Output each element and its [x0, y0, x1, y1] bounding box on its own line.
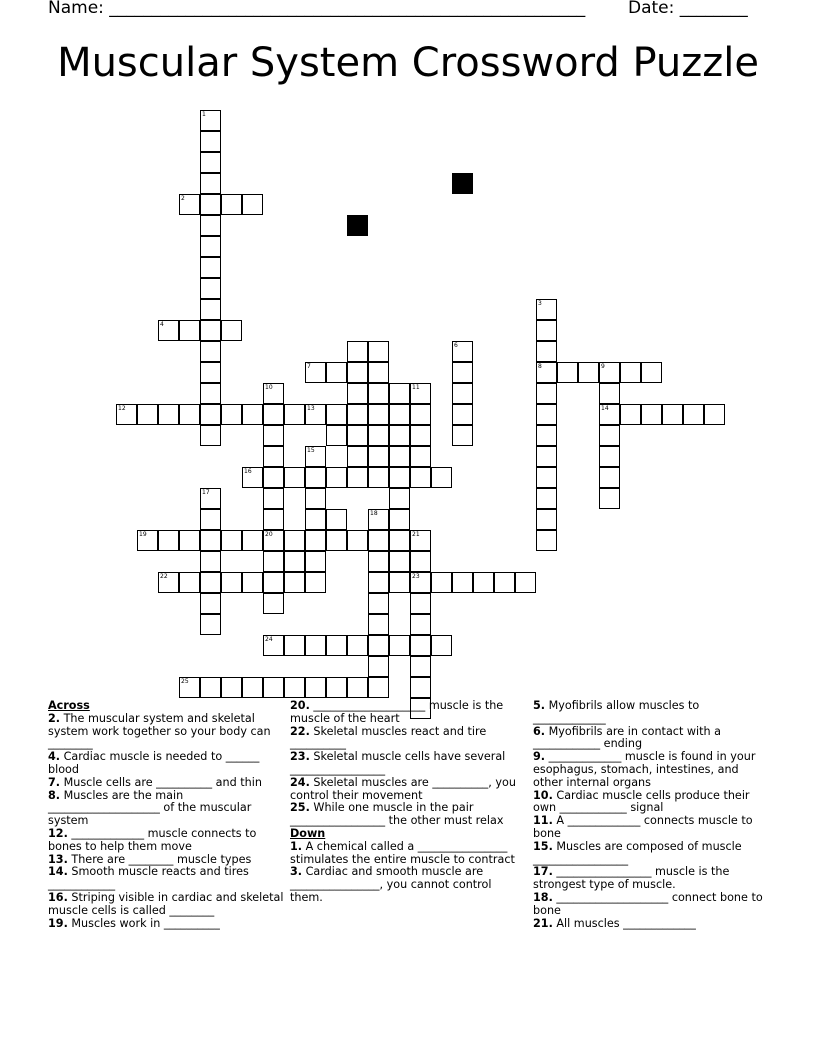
crossword-cell[interactable] — [305, 635, 326, 656]
clue-number-label: 1. — [290, 839, 303, 853]
crossword-cell[interactable] — [326, 677, 347, 698]
crossword-cell[interactable] — [599, 425, 620, 446]
crossword-cell[interactable] — [326, 467, 347, 488]
crossword-cell[interactable] — [347, 677, 368, 698]
crossword-cell[interactable] — [368, 425, 389, 446]
crossword-cell[interactable] — [389, 488, 410, 509]
crossword-cell[interactable] — [536, 467, 557, 488]
crossword-cell[interactable] — [305, 551, 326, 572]
clue-number: 2 — [181, 195, 185, 202]
crossword-cell[interactable] — [263, 383, 284, 404]
clue-number-label: 25. — [290, 801, 310, 815]
page-title: Muscular System Crossword Puzzle — [57, 40, 759, 86]
crossword-cell[interactable] — [305, 530, 326, 551]
crossword-cell[interactable] — [200, 572, 221, 593]
crossword-cell[interactable] — [599, 446, 620, 467]
clue-text: Skeletal muscle cells have several _________________ — [290, 750, 506, 776]
crossword-cell[interactable] — [536, 488, 557, 509]
crossword-cell[interactable] — [368, 551, 389, 572]
clue-text: Striping visible in cardiac and skeletal muscle cells is called ________ — [48, 890, 284, 917]
crossword-cell[interactable] — [410, 425, 431, 446]
crossword-cell[interactable] — [284, 572, 305, 593]
crossword-cell[interactable] — [410, 467, 431, 488]
crossword-cell[interactable] — [263, 446, 284, 467]
clue-number-label: 21. — [533, 916, 553, 930]
crossword-cell[interactable] — [368, 635, 389, 656]
crossword-cell[interactable] — [242, 572, 263, 593]
crossword-cell[interactable] — [452, 383, 473, 404]
clue-number: 21 — [412, 531, 420, 538]
crossword-cell[interactable] — [368, 362, 389, 383]
clue-text: A _____________ connects muscle to bone — [533, 814, 753, 840]
clue-number-label: 8. — [48, 788, 61, 802]
date-label: Date: ________ — [628, 0, 748, 18]
crossword-cell[interactable] — [704, 404, 725, 425]
clue — [48, 790, 284, 828]
crossword-cell[interactable] — [179, 320, 200, 341]
crossword-cell[interactable] — [620, 362, 641, 383]
crossword-cell[interactable] — [389, 383, 410, 404]
crossword-cell[interactable] — [410, 446, 431, 467]
clue — [48, 828, 284, 854]
crossword-cell[interactable] — [221, 572, 242, 593]
clue-number: 12 — [118, 405, 126, 412]
crossword-cell[interactable] — [179, 530, 200, 551]
crossword-cell[interactable] — [242, 677, 263, 698]
clue-number: 18 — [370, 510, 378, 517]
clues-column-2 — [290, 700, 526, 905]
crossword-cell[interactable] — [599, 488, 620, 509]
crossword-cell[interactable] — [431, 635, 452, 656]
clue-number-label: 3. — [290, 865, 303, 879]
crossword-cell[interactable] — [410, 383, 431, 404]
crossword-cell[interactable] — [263, 593, 284, 614]
crossword-cell[interactable] — [389, 572, 410, 593]
crossword-cell[interactable] — [410, 656, 431, 677]
clue — [290, 841, 526, 867]
crossword-cell[interactable] — [536, 530, 557, 551]
clue-text: All muscles _____________ — [552, 916, 696, 930]
clue-number-label: 11. — [533, 814, 553, 828]
clue — [533, 726, 763, 752]
crossword-cell[interactable] — [347, 530, 368, 551]
crossword-cell[interactable] — [347, 362, 368, 383]
clue-text: Skeletal muscles are __________, you control their movement — [290, 775, 516, 802]
crossword-cell[interactable] — [263, 509, 284, 530]
crossword-cell[interactable] — [284, 635, 305, 656]
crossword-cell[interactable] — [221, 530, 242, 551]
clue-number: 23 — [412, 573, 420, 580]
crossword-cell[interactable] — [410, 404, 431, 425]
crossword-cell[interactable] — [200, 551, 221, 572]
clue-number: 9 — [601, 363, 605, 370]
crossword-cell[interactable] — [200, 110, 221, 131]
clue-number: 6 — [454, 342, 458, 349]
crossword-cell[interactable] — [599, 404, 620, 425]
crossword-cell[interactable] — [410, 635, 431, 656]
crossword-cell[interactable] — [179, 404, 200, 425]
clue-number: 20 — [265, 531, 273, 538]
crossword-cell[interactable] — [389, 509, 410, 530]
clue-text: _____________ muscle is found in your esophagus, stomach, intestines, and other internal organs — [533, 750, 756, 789]
crossword-cell[interactable] — [368, 677, 389, 698]
crossword-cell[interactable] — [305, 446, 326, 467]
clue-number: 22 — [160, 573, 168, 580]
crossword-cell[interactable] — [263, 635, 284, 656]
crossword-cell[interactable] — [494, 572, 515, 593]
clue-text: Smooth muscle reacts and tires ____________ — [48, 865, 249, 892]
crossword-cell[interactable] — [200, 509, 221, 530]
clue-number-label: 14. — [48, 865, 68, 879]
clue-number-label: 24. — [290, 775, 310, 789]
clue-text: Cardiac muscle is needed to ______ blood — [48, 750, 260, 776]
clue-number: 25 — [181, 678, 189, 685]
crossword-cell[interactable] — [410, 572, 431, 593]
crossword-cell[interactable] — [284, 551, 305, 572]
crossword-cell[interactable] — [263, 530, 284, 551]
crossword-cell[interactable] — [368, 509, 389, 530]
crossword-cell[interactable] — [578, 362, 599, 383]
crossword-cell[interactable] — [410, 593, 431, 614]
crossword-cell[interactable] — [200, 215, 221, 236]
crossword-cell[interactable] — [326, 509, 347, 530]
crossword-cell[interactable] — [389, 467, 410, 488]
clue — [48, 713, 284, 751]
crossword-cell[interactable] — [368, 446, 389, 467]
clue-number-label: 16. — [48, 890, 68, 904]
clue — [290, 866, 526, 904]
crossword-cell[interactable] — [200, 488, 221, 509]
crossword-cell[interactable] — [557, 362, 578, 383]
clues-column-3 — [533, 700, 763, 930]
crossword-cell[interactable] — [137, 404, 158, 425]
crossword-cell[interactable] — [368, 383, 389, 404]
clue — [290, 726, 526, 752]
crossword-cell[interactable] — [620, 404, 641, 425]
crossword-cell[interactable] — [536, 383, 557, 404]
crossword-cell[interactable] — [368, 467, 389, 488]
crossword-cell[interactable] — [179, 677, 200, 698]
clue-text: A chemical called a ________________ stimulates the entire muscle to contract — [290, 839, 515, 866]
clue-number-label: 22. — [290, 724, 310, 738]
down-heading: Down — [290, 826, 326, 840]
clue-number: 24 — [265, 636, 273, 643]
clue-text: Muscle cells are __________ and thin — [60, 775, 262, 789]
crossword-cell[interactable] — [347, 467, 368, 488]
crossword-cell[interactable] — [200, 299, 221, 320]
crossword-cell[interactable] — [305, 509, 326, 530]
crossword-cell[interactable] — [641, 404, 662, 425]
clue-number: 14 — [601, 405, 609, 412]
clue-text: Cardiac and smooth muscle are ________________, you cannot control them. — [290, 865, 492, 904]
crossword-cell[interactable] — [599, 383, 620, 404]
clue-number: 19 — [139, 531, 147, 538]
crossword-cell[interactable] — [536, 362, 557, 383]
crossword-cell[interactable] — [284, 677, 305, 698]
crossword-cell[interactable] — [263, 425, 284, 446]
crossword-cell[interactable] — [452, 404, 473, 425]
crossword-cell[interactable] — [158, 572, 179, 593]
crossword-cell[interactable] — [452, 572, 473, 593]
crossword-cell[interactable] — [200, 404, 221, 425]
clue — [48, 866, 284, 892]
crossword-cell[interactable] — [536, 446, 557, 467]
clue-number-label: 7. — [48, 775, 61, 789]
crossword-cell[interactable] — [305, 488, 326, 509]
clue-number-label: 15. — [533, 839, 553, 853]
crossword-cell[interactable] — [347, 635, 368, 656]
crossword-cell[interactable] — [389, 635, 410, 656]
crossword-cell[interactable] — [284, 404, 305, 425]
crossword-cell[interactable] — [263, 467, 284, 488]
crossword-cell[interactable] — [347, 383, 368, 404]
clue-text: Muscles are composed of muscle _________________ — [533, 839, 742, 866]
clue-text: While one muscle in the pair _________________ the other must relax — [290, 801, 504, 828]
clue-number: 11 — [412, 384, 420, 391]
crossword-cell[interactable] — [200, 320, 221, 341]
clue-number: 17 — [202, 489, 210, 496]
clue-number: 1 — [202, 111, 206, 118]
crossword-cell[interactable] — [410, 530, 431, 551]
clues-column-1 — [48, 700, 284, 930]
clue-number-label: 18. — [533, 890, 553, 904]
crossword-cell[interactable] — [242, 194, 263, 215]
crossword-cell[interactable] — [200, 425, 221, 446]
crossword-cell[interactable] — [599, 362, 620, 383]
crossword-cell[interactable] — [536, 320, 557, 341]
crossword-cell[interactable] — [368, 614, 389, 635]
clue — [290, 802, 526, 828]
crossword-cell[interactable] — [536, 299, 557, 320]
crossword-cell[interactable] — [200, 614, 221, 635]
crossword-cell[interactable] — [179, 194, 200, 215]
crossword-cell[interactable] — [347, 404, 368, 425]
clue-number-label: 20. — [290, 699, 310, 712]
clue-number-label: 17. — [533, 865, 553, 879]
crossword-cell[interactable] — [221, 320, 242, 341]
crossword-cell[interactable] — [179, 572, 200, 593]
crossword-cell[interactable] — [683, 404, 704, 425]
clue — [533, 815, 763, 841]
clue-text: ____________________ connect bone to bone — [533, 890, 763, 917]
crossword-cell[interactable] — [431, 572, 452, 593]
crossword-cell[interactable] — [431, 467, 452, 488]
crossword-cell[interactable] — [200, 530, 221, 551]
clue-text: Myofibrils are in contact with a ____________ ending — [533, 724, 722, 751]
crossword-cell[interactable] — [200, 194, 221, 215]
clue — [533, 841, 763, 867]
crossword-cell[interactable] — [221, 677, 242, 698]
crossword-cell[interactable] — [326, 530, 347, 551]
crossword-cell[interactable] — [347, 425, 368, 446]
crossword-cell[interactable] — [452, 362, 473, 383]
crossword-cell[interactable] — [242, 530, 263, 551]
crossword-cell[interactable] — [263, 404, 284, 425]
crossword-cell[interactable] — [242, 467, 263, 488]
crossword-black-cell — [347, 215, 368, 236]
crossword-cell[interactable] — [473, 572, 494, 593]
crossword-cell[interactable] — [662, 404, 683, 425]
clue — [290, 777, 526, 803]
crossword-cell[interactable] — [200, 152, 221, 173]
clue-number: 7 — [307, 363, 311, 370]
crossword-cell[interactable] — [326, 362, 347, 383]
crossword-cell[interactable] — [368, 656, 389, 677]
crossword-cell[interactable] — [200, 236, 221, 257]
crossword-cell[interactable] — [368, 572, 389, 593]
clue-text: Muscles are the main ____________________ of the muscular system — [48, 788, 252, 828]
clue-text: There are ________ muscle types — [67, 852, 252, 866]
clue-number-label: 2. — [48, 711, 61, 725]
clue-number-label: 19. — [48, 916, 68, 930]
clue-text: The muscular system and skeletal system work together so your body can ________ — [48, 711, 271, 751]
crossword-black-cell — [452, 173, 473, 194]
crossword-cell[interactable] — [242, 404, 263, 425]
clue — [533, 866, 763, 892]
crossword-cell[interactable] — [389, 530, 410, 551]
crossword-cell[interactable] — [368, 530, 389, 551]
crossword-cell[interactable] — [368, 341, 389, 362]
crossword-cell[interactable] — [158, 320, 179, 341]
crossword-cell[interactable] — [452, 341, 473, 362]
crossword-cell[interactable] — [158, 404, 179, 425]
clue-number-label: 4. — [48, 750, 61, 764]
crossword-cell[interactable] — [200, 278, 221, 299]
clue-text: _________________ muscle is the strongest type of muscle. — [533, 865, 730, 892]
clue — [48, 751, 284, 777]
clue-number: 15 — [307, 447, 315, 454]
clue-text: Muscles work in __________ — [67, 916, 220, 930]
crossword-cell[interactable] — [137, 530, 158, 551]
clue-number: 3 — [538, 300, 542, 307]
crossword-cell[interactable] — [368, 404, 389, 425]
crossword-cell[interactable] — [389, 404, 410, 425]
crossword-cell[interactable] — [641, 362, 662, 383]
clue-number-label: 10. — [533, 788, 553, 802]
crossword-cell[interactable] — [452, 425, 473, 446]
clue-text: Skeletal muscles react and tire __________ — [290, 724, 487, 751]
crossword-cell[interactable] — [200, 677, 221, 698]
crossword-cell[interactable] — [326, 425, 347, 446]
crossword-cell[interactable] — [200, 362, 221, 383]
clue-text: ____________________ muscle is the muscle of the heart — [290, 699, 504, 725]
crossword-cell[interactable] — [305, 404, 326, 425]
crossword-cell[interactable] — [305, 467, 326, 488]
crossword-cell[interactable] — [347, 446, 368, 467]
crossword-cell[interactable] — [305, 572, 326, 593]
crossword-cell[interactable] — [221, 404, 242, 425]
crossword-cell[interactable] — [389, 446, 410, 467]
crossword-cell[interactable] — [221, 194, 242, 215]
crossword-cell[interactable] — [599, 467, 620, 488]
name-label: Name: ________________________________________________________ — [48, 0, 586, 18]
clue — [48, 918, 284, 931]
crossword-cell[interactable] — [200, 173, 221, 194]
crossword-cell[interactable] — [536, 341, 557, 362]
crossword-cell[interactable] — [305, 362, 326, 383]
clue-number: 13 — [307, 405, 315, 412]
crossword-cell[interactable] — [389, 425, 410, 446]
crossword-cell[interactable] — [536, 509, 557, 530]
clue-number-label: 9. — [533, 750, 546, 764]
crossword-cell[interactable] — [200, 257, 221, 278]
crossword-cell[interactable] — [347, 341, 368, 362]
clue-number: 16 — [244, 468, 252, 475]
clue-text: Myofibrils allow muscles to _____________ — [533, 699, 700, 725]
crossword-cell[interactable] — [158, 530, 179, 551]
crossword-cell[interactable] — [284, 467, 305, 488]
clue — [290, 751, 526, 777]
clue-number-label: 23. — [290, 750, 310, 764]
clue-number-label: 12. — [48, 826, 68, 840]
crossword-cell[interactable] — [263, 488, 284, 509]
clue-text: Cardiac muscle cells produce their own ____________ signal — [533, 788, 750, 815]
clue — [290, 700, 526, 726]
clue-number: 4 — [160, 321, 164, 328]
crossword-cell[interactable] — [263, 677, 284, 698]
crossword-cell[interactable] — [200, 341, 221, 362]
crossword-cell[interactable] — [410, 677, 431, 698]
crossword-cell[interactable] — [263, 572, 284, 593]
clue-number-label: 13. — [48, 852, 68, 866]
crossword-cell[interactable] — [200, 131, 221, 152]
crossword-cell[interactable] — [326, 635, 347, 656]
clue — [533, 892, 763, 918]
clue — [533, 918, 763, 931]
crossword-cell[interactable] — [284, 530, 305, 551]
clue-number: 10 — [265, 384, 273, 391]
clue-number: 8 — [538, 363, 542, 370]
clue — [48, 892, 284, 918]
crossword-cell[interactable] — [536, 425, 557, 446]
crossword-cell[interactable] — [200, 593, 221, 614]
clue — [533, 790, 763, 816]
crossword-cell[interactable] — [116, 404, 137, 425]
clue — [533, 700, 763, 726]
crossword-cell[interactable] — [515, 572, 536, 593]
crossword-cell[interactable] — [200, 383, 221, 404]
crossword-cell[interactable] — [536, 404, 557, 425]
crossword-cell[interactable] — [410, 551, 431, 572]
crossword-cell[interactable] — [263, 551, 284, 572]
clue-number-label: 6. — [533, 724, 546, 738]
clue — [533, 751, 763, 789]
crossword-cell[interactable] — [368, 593, 389, 614]
crossword-cell[interactable] — [305, 677, 326, 698]
crossword-cell[interactable] — [410, 614, 431, 635]
across-heading: Across — [48, 699, 90, 712]
clue-number-label: 5. — [533, 699, 546, 712]
crossword-cell[interactable] — [326, 404, 347, 425]
clue-text: _____________ muscle connects to bones to help them move — [48, 826, 257, 853]
crossword-cell[interactable] — [389, 551, 410, 572]
